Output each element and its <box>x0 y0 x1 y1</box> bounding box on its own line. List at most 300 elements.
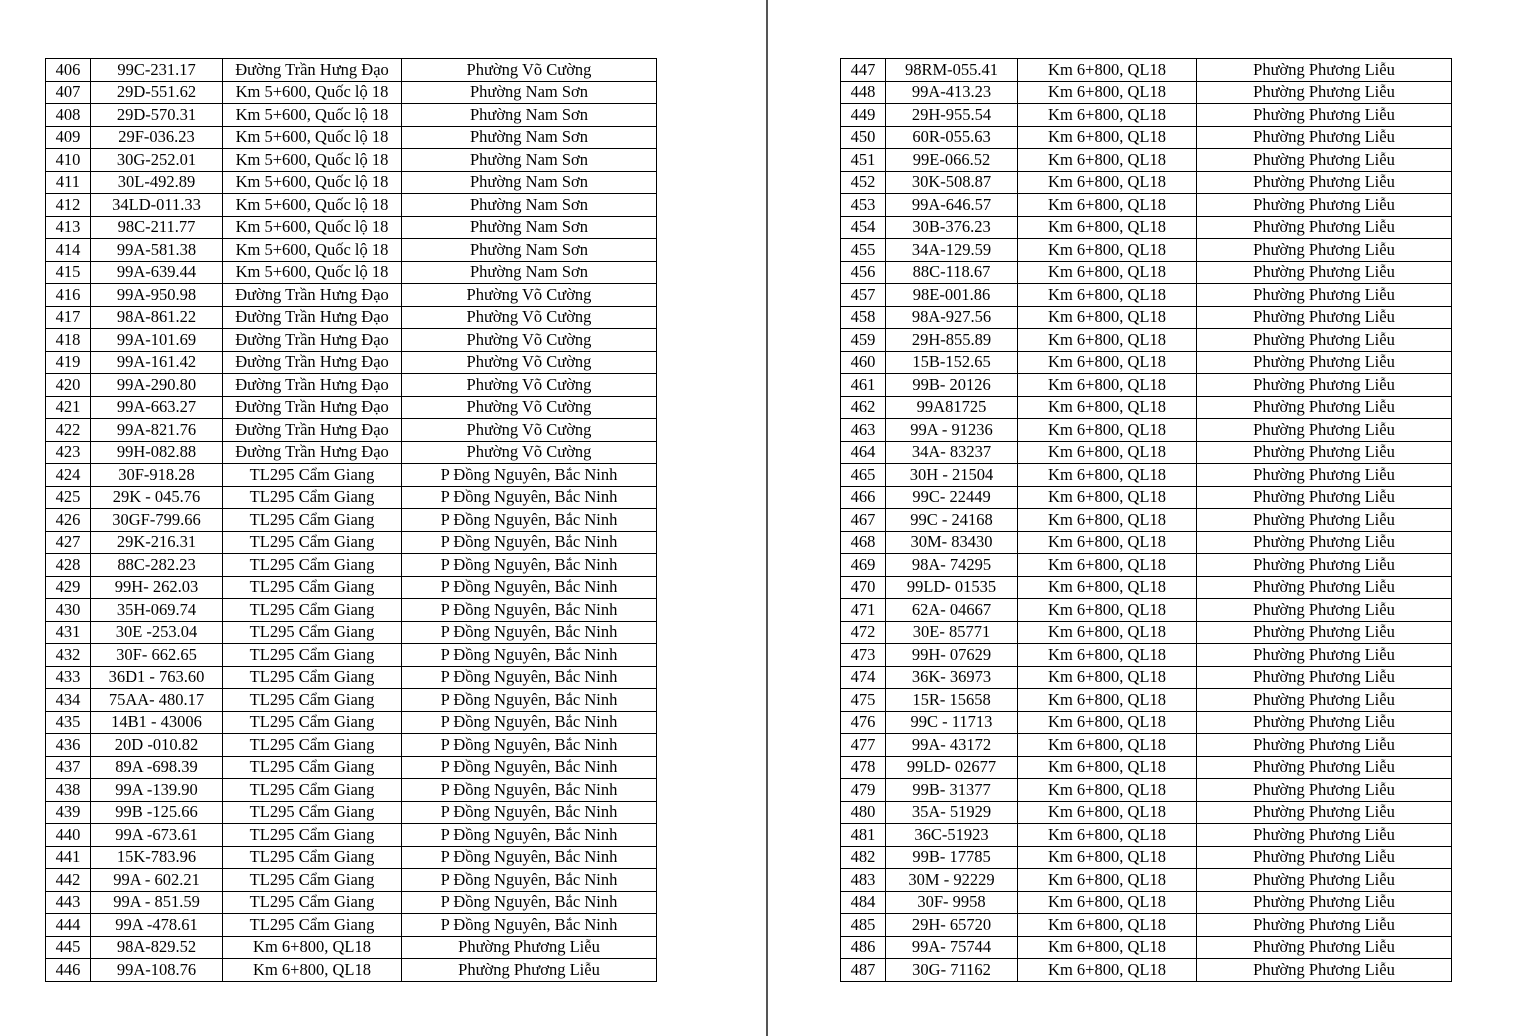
ward-cell: Phường Phương Liễu <box>1197 576 1452 599</box>
row-number-cell: 481 <box>841 824 886 847</box>
license-plate-cell: 15K-783.96 <box>91 846 223 869</box>
table-row <box>46 824 657 847</box>
ward-cell: P Đồng Nguyên, Bắc Ninh <box>402 464 657 487</box>
ward-cell: Phường Phương Liễu <box>1197 396 1452 419</box>
location-cell: Km 6+800, QL18 <box>1018 914 1197 937</box>
license-plate-cell: 99A-290.80 <box>91 374 223 397</box>
ward-cell: P Đồng Nguyên, Bắc Ninh <box>402 734 657 757</box>
ward-cell: Phường Nam Sơn <box>402 104 657 127</box>
table-row <box>841 644 1452 667</box>
location-cell: Km 6+800, QL18 <box>1018 666 1197 689</box>
ward-cell: Phường Phương Liễu <box>1197 734 1452 757</box>
location-cell: Km 6+800, QL18 <box>1018 441 1197 464</box>
location-cell: TL295 Cẩm Giang <box>223 756 402 779</box>
ward-cell: Phường Phương Liễu <box>1197 779 1452 802</box>
license-plate-cell: 99LD- 02677 <box>886 756 1018 779</box>
table-row <box>841 531 1452 554</box>
row-number-cell: 460 <box>841 351 886 374</box>
license-plate-cell: 98C-211.77 <box>91 216 223 239</box>
location-cell: Km 6+800, QL18 <box>1018 374 1197 397</box>
license-plate-cell: 30F- 9958 <box>886 891 1018 914</box>
location-cell: Km 6+800, QL18 <box>1018 81 1197 104</box>
table-row <box>46 959 657 982</box>
ward-cell: Phường Phương Liễu <box>1197 464 1452 487</box>
table-row <box>46 689 657 712</box>
row-number-cell: 425 <box>46 486 91 509</box>
ward-cell: Phường Phương Liễu <box>1197 891 1452 914</box>
license-plate-cell: 99A -139.90 <box>91 779 223 802</box>
location-cell: TL295 Cẩm Giang <box>223 531 402 554</box>
table-row <box>841 396 1452 419</box>
ward-cell: Phường Phương Liễu <box>1197 666 1452 689</box>
ward-cell: Phường Phương Liễu <box>1197 126 1452 149</box>
row-number-cell: 482 <box>841 846 886 869</box>
table-row <box>46 351 657 374</box>
table-row <box>46 194 657 217</box>
table-row <box>46 306 657 329</box>
table-row <box>841 756 1452 779</box>
table-row <box>46 554 657 577</box>
license-plate-cell: 99A-581.38 <box>91 239 223 262</box>
ward-cell: Phường Võ Cường <box>402 59 657 82</box>
location-cell: Km 6+800, QL18 <box>1018 171 1197 194</box>
license-plate-cell: 99A-108.76 <box>91 959 223 982</box>
license-plate-cell: 99H-082.88 <box>91 441 223 464</box>
table-row <box>46 914 657 937</box>
row-number-cell: 426 <box>46 509 91 532</box>
license-plate-cell: 34A-129.59 <box>886 239 1018 262</box>
location-cell: Km 5+600, Quốc lộ 18 <box>223 216 402 239</box>
ward-cell: Phường Phương Liễu <box>1197 216 1452 239</box>
license-plate-cell: 75AA- 480.17 <box>91 689 223 712</box>
ward-cell: Phường Phương Liễu <box>1197 284 1452 307</box>
ward-cell: Phường Phương Liễu <box>1197 846 1452 869</box>
row-number-cell: 436 <box>46 734 91 757</box>
location-cell: Km 6+800, QL18 <box>1018 239 1197 262</box>
table-row <box>46 621 657 644</box>
location-cell: TL295 Cẩm Giang <box>223 464 402 487</box>
row-number-cell: 461 <box>841 374 886 397</box>
location-cell: Km 6+800, QL18 <box>1018 576 1197 599</box>
license-plate-cell: 35A- 51929 <box>886 801 1018 824</box>
location-cell: Km 5+600, Quốc lộ 18 <box>223 194 402 217</box>
ward-cell: Phường Phương Liễu <box>1197 554 1452 577</box>
location-cell: Km 6+800, QL18 <box>1018 509 1197 532</box>
license-plate-cell: 88C-118.67 <box>886 261 1018 284</box>
license-plate-cell: 99C- 22449 <box>886 486 1018 509</box>
table-row <box>841 959 1452 982</box>
location-cell: TL295 Cẩm Giang <box>223 689 402 712</box>
location-cell: Đường Trần Hưng Đạo <box>223 441 402 464</box>
row-number-cell: 465 <box>841 464 886 487</box>
license-plate-cell: 62A- 04667 <box>886 599 1018 622</box>
ward-cell: Phường Phương Liễu <box>1197 936 1452 959</box>
license-plate-cell: 29F-036.23 <box>91 126 223 149</box>
row-number-cell: 466 <box>841 486 886 509</box>
license-plate-cell: 99A81725 <box>886 396 1018 419</box>
table-row <box>841 351 1452 374</box>
ward-cell: Phường Phương Liễu <box>1197 486 1452 509</box>
license-plate-cell: 29H- 65720 <box>886 914 1018 937</box>
license-plate-cell: 98RM-055.41 <box>886 59 1018 82</box>
license-plate-cell: 99C-231.17 <box>91 59 223 82</box>
table-row <box>46 599 657 622</box>
row-number-cell: 487 <box>841 959 886 982</box>
location-cell: TL295 Cẩm Giang <box>223 869 402 892</box>
table-row <box>46 891 657 914</box>
location-cell: Km 6+800, QL18 <box>1018 621 1197 644</box>
row-number-cell: 440 <box>46 824 91 847</box>
location-cell: Km 6+800, QL18 <box>1018 599 1197 622</box>
location-cell: TL295 Cẩm Giang <box>223 666 402 689</box>
row-number-cell: 475 <box>841 689 886 712</box>
ward-cell: P Đồng Nguyên, Bắc Ninh <box>402 756 657 779</box>
row-number-cell: 448 <box>841 81 886 104</box>
license-plate-cell: 99A-413.23 <box>886 81 1018 104</box>
location-cell: Đường Trần Hưng Đạo <box>223 59 402 82</box>
ward-cell: Phường Phương Liễu <box>1197 441 1452 464</box>
ward-cell: Phường Phương Liễu <box>1197 644 1452 667</box>
row-number-cell: 451 <box>841 149 886 172</box>
license-plate-cell: 30K-508.87 <box>886 171 1018 194</box>
table-row <box>46 711 657 734</box>
license-plate-cell: 99A -478.61 <box>91 914 223 937</box>
license-plate-cell: 30B-376.23 <box>886 216 1018 239</box>
ward-cell: Phường Phương Liễu <box>1197 149 1452 172</box>
ward-cell: Phường Phương Liễu <box>1197 689 1452 712</box>
location-cell: TL295 Cẩm Giang <box>223 734 402 757</box>
row-number-cell: 407 <box>46 81 91 104</box>
ward-cell: P Đồng Nguyên, Bắc Ninh <box>402 554 657 577</box>
row-number-cell: 473 <box>841 644 886 667</box>
table-row <box>841 599 1452 622</box>
location-cell: Km 6+800, QL18 <box>1018 284 1197 307</box>
license-plate-cell: 15R- 15658 <box>886 689 1018 712</box>
location-cell: Km 6+800, QL18 <box>1018 531 1197 554</box>
license-plate-cell: 99A -673.61 <box>91 824 223 847</box>
location-cell: Đường Trần Hưng Đạo <box>223 329 402 352</box>
table-row <box>841 194 1452 217</box>
table-row <box>841 689 1452 712</box>
table-row <box>46 171 657 194</box>
ward-cell: Phường Phương Liễu <box>1197 869 1452 892</box>
ward-cell: Phường Nam Sơn <box>402 149 657 172</box>
row-number-cell: 421 <box>46 396 91 419</box>
row-number-cell: 438 <box>46 779 91 802</box>
license-plate-cell: 30F-918.28 <box>91 464 223 487</box>
location-cell: TL295 Cẩm Giang <box>223 914 402 937</box>
ward-cell: P Đồng Nguyên, Bắc Ninh <box>402 869 657 892</box>
table-row <box>46 149 657 172</box>
location-cell: Km 6+800, QL18 <box>1018 824 1197 847</box>
row-number-cell: 416 <box>46 284 91 307</box>
table-row <box>46 374 657 397</box>
ward-cell: Phường Phương Liễu <box>1197 419 1452 442</box>
license-plate-cell: 36K- 36973 <box>886 666 1018 689</box>
ward-cell: Phường Phương Liễu <box>1197 194 1452 217</box>
location-cell: Km 6+800, QL18 <box>223 936 402 959</box>
ward-cell: Phường Võ Cường <box>402 441 657 464</box>
ward-cell: Phường Nam Sơn <box>402 216 657 239</box>
ward-cell: Phường Võ Cường <box>402 329 657 352</box>
table-row <box>841 239 1452 262</box>
license-plate-cell: 36C-51923 <box>886 824 1018 847</box>
location-cell: Km 6+800, QL18 <box>1018 59 1197 82</box>
row-number-cell: 424 <box>46 464 91 487</box>
row-number-cell: 450 <box>841 126 886 149</box>
table-row <box>841 216 1452 239</box>
license-plate-cell: 98A-861.22 <box>91 306 223 329</box>
location-cell: TL295 Cẩm Giang <box>223 554 402 577</box>
row-number-cell: 408 <box>46 104 91 127</box>
row-number-cell: 469 <box>841 554 886 577</box>
row-number-cell: 449 <box>841 104 886 127</box>
table-row <box>841 779 1452 802</box>
location-cell: Km 5+600, Quốc lộ 18 <box>223 81 402 104</box>
location-cell: Km 5+600, Quốc lộ 18 <box>223 126 402 149</box>
table-row <box>46 509 657 532</box>
row-number-cell: 409 <box>46 126 91 149</box>
license-plate-cell: 30GF-799.66 <box>91 509 223 532</box>
row-number-cell: 476 <box>841 711 886 734</box>
ward-cell: Phường Nam Sơn <box>402 126 657 149</box>
ward-cell: Phường Võ Cường <box>402 419 657 442</box>
license-plate-cell: 98A- 74295 <box>886 554 1018 577</box>
row-number-cell: 456 <box>841 261 886 284</box>
location-cell: Km 6+800, QL18 <box>1018 216 1197 239</box>
table-row <box>46 126 657 149</box>
table-row <box>841 801 1452 824</box>
table-row <box>841 576 1452 599</box>
license-plate-cell: 99A- 75744 <box>886 936 1018 959</box>
table-row <box>841 374 1452 397</box>
license-plate-cell: 99A-101.69 <box>91 329 223 352</box>
license-plate-cell: 29D-551.62 <box>91 81 223 104</box>
location-cell: Km 6+800, QL18 <box>1018 869 1197 892</box>
license-plate-cell: 30E- 85771 <box>886 621 1018 644</box>
location-cell: Km 6+800, QL18 <box>1018 846 1197 869</box>
license-plate-cell: 29H-955.54 <box>886 104 1018 127</box>
ward-cell: Phường Phương Liễu <box>1197 959 1452 982</box>
table-row <box>841 329 1452 352</box>
table-row <box>841 891 1452 914</box>
page-divider <box>766 0 768 1036</box>
ward-cell: Phường Phương Liễu <box>1197 621 1452 644</box>
ward-cell: Phường Phương Liễu <box>1197 171 1452 194</box>
license-plate-cell: 98A-829.52 <box>91 936 223 959</box>
row-number-cell: 467 <box>841 509 886 532</box>
table-row <box>841 284 1452 307</box>
location-cell: Km 6+800, QL18 <box>1018 194 1197 217</box>
location-cell: TL295 Cẩm Giang <box>223 486 402 509</box>
ward-cell: Phường Võ Cường <box>402 284 657 307</box>
table-row <box>46 239 657 262</box>
ward-cell: Phường Phương Liễu <box>1197 531 1452 554</box>
location-cell: Km 6+800, QL18 <box>1018 734 1197 757</box>
row-number-cell: 485 <box>841 914 886 937</box>
row-number-cell: 486 <box>841 936 886 959</box>
table-row <box>46 531 657 554</box>
license-plate-cell: 99E-066.52 <box>886 149 1018 172</box>
location-cell: TL295 Cẩm Giang <box>223 711 402 734</box>
license-plate-cell: 99A- 43172 <box>886 734 1018 757</box>
ward-cell: Phường Nam Sơn <box>402 239 657 262</box>
license-plate-cell: 30F- 662.65 <box>91 644 223 667</box>
row-number-cell: 406 <box>46 59 91 82</box>
license-plate-cell: 29H-855.89 <box>886 329 1018 352</box>
row-number-cell: 483 <box>841 869 886 892</box>
location-cell: Km 6+800, QL18 <box>1018 689 1197 712</box>
license-plate-cell: 30M - 92229 <box>886 869 1018 892</box>
table-row <box>46 666 657 689</box>
row-number-cell: 432 <box>46 644 91 667</box>
location-cell: Km 6+800, QL18 <box>1018 306 1197 329</box>
ward-cell: Phường Phương Liễu <box>1197 756 1452 779</box>
row-number-cell: 458 <box>841 306 886 329</box>
ward-cell: P Đồng Nguyên, Bắc Ninh <box>402 711 657 734</box>
location-cell: Đường Trần Hưng Đạo <box>223 374 402 397</box>
location-cell: Km 6+800, QL18 <box>1018 126 1197 149</box>
row-number-cell: 452 <box>841 171 886 194</box>
location-cell: Đường Trần Hưng Đạo <box>223 419 402 442</box>
ward-cell: P Đồng Nguyên, Bắc Ninh <box>402 801 657 824</box>
row-number-cell: 470 <box>841 576 886 599</box>
row-number-cell: 444 <box>46 914 91 937</box>
table-row <box>841 464 1452 487</box>
license-plate-cell: 30L-492.89 <box>91 171 223 194</box>
table-row <box>841 824 1452 847</box>
table-row <box>841 486 1452 509</box>
location-cell: Đường Trần Hưng Đạo <box>223 351 402 374</box>
table-row <box>841 711 1452 734</box>
row-number-cell: 484 <box>841 891 886 914</box>
license-plate-cell: 60R-055.63 <box>886 126 1018 149</box>
ward-cell: P Đồng Nguyên, Bắc Ninh <box>402 914 657 937</box>
location-cell: Km 5+600, Quốc lộ 18 <box>223 171 402 194</box>
row-number-cell: 457 <box>841 284 886 307</box>
ward-cell: P Đồng Nguyên, Bắc Ninh <box>402 779 657 802</box>
license-plate-cell: 99C - 11713 <box>886 711 1018 734</box>
location-cell: Km 5+600, Quốc lộ 18 <box>223 239 402 262</box>
table-row <box>46 284 657 307</box>
location-cell: Km 6+800, QL18 <box>1018 464 1197 487</box>
ward-cell: Phường Phương Liễu <box>402 959 657 982</box>
row-number-cell: 459 <box>841 329 886 352</box>
license-plate-cell: 99A - 602.21 <box>91 869 223 892</box>
row-number-cell: 454 <box>841 216 886 239</box>
location-cell: Km 6+800, QL18 <box>1018 779 1197 802</box>
location-cell: Km 6+800, QL18 <box>1018 261 1197 284</box>
table-row <box>46 734 657 757</box>
row-number-cell: 414 <box>46 239 91 262</box>
ward-cell: Phường Nam Sơn <box>402 81 657 104</box>
row-number-cell: 415 <box>46 261 91 284</box>
ward-cell: Phường Võ Cường <box>402 351 657 374</box>
table-row <box>46 846 657 869</box>
row-number-cell: 410 <box>46 149 91 172</box>
location-cell: TL295 Cẩm Giang <box>223 891 402 914</box>
location-cell: TL295 Cẩm Giang <box>223 779 402 802</box>
location-cell: Km 6+800, QL18 <box>1018 756 1197 779</box>
left-records-table <box>45 58 657 982</box>
location-cell: Km 6+800, QL18 <box>1018 936 1197 959</box>
ward-cell: Phường Phương Liễu <box>1197 914 1452 937</box>
location-cell: Km 6+800, QL18 <box>1018 554 1197 577</box>
ward-cell: Phường Phương Liễu <box>1197 711 1452 734</box>
ward-cell: Phường Võ Cường <box>402 306 657 329</box>
location-cell: Km 6+800, QL18 <box>1018 644 1197 667</box>
row-number-cell: 453 <box>841 194 886 217</box>
license-plate-cell: 30E -253.04 <box>91 621 223 644</box>
row-number-cell: 479 <box>841 779 886 802</box>
row-number-cell: 462 <box>841 396 886 419</box>
location-cell: Km 6+800, QL18 <box>1018 801 1197 824</box>
ward-cell: P Đồng Nguyên, Bắc Ninh <box>402 891 657 914</box>
table-row <box>841 666 1452 689</box>
table-row <box>841 261 1452 284</box>
row-number-cell: 437 <box>46 756 91 779</box>
row-number-cell: 428 <box>46 554 91 577</box>
license-plate-cell: 99C - 24168 <box>886 509 1018 532</box>
row-number-cell: 427 <box>46 531 91 554</box>
location-cell: TL295 Cẩm Giang <box>223 621 402 644</box>
table-row <box>841 126 1452 149</box>
license-plate-cell: 14B1 - 43006 <box>91 711 223 734</box>
ward-cell: P Đồng Nguyên, Bắc Ninh <box>402 689 657 712</box>
ward-cell: P Đồng Nguyên, Bắc Ninh <box>402 486 657 509</box>
ward-cell: Phường Phương Liễu <box>1197 59 1452 82</box>
ward-cell: Phường Nam Sơn <box>402 171 657 194</box>
table-row <box>841 441 1452 464</box>
row-number-cell: 468 <box>841 531 886 554</box>
row-number-cell: 419 <box>46 351 91 374</box>
ward-cell: P Đồng Nguyên, Bắc Ninh <box>402 509 657 532</box>
table-row <box>841 734 1452 757</box>
table-row <box>841 846 1452 869</box>
table-row <box>46 104 657 127</box>
license-plate-cell: 30M- 83430 <box>886 531 1018 554</box>
license-plate-cell: 99A-161.42 <box>91 351 223 374</box>
row-number-cell: 413 <box>46 216 91 239</box>
ward-cell: Phường Phương Liễu <box>1197 801 1452 824</box>
location-cell: Km 6+800, QL18 <box>1018 104 1197 127</box>
row-number-cell: 477 <box>841 734 886 757</box>
table-row <box>46 81 657 104</box>
license-plate-cell: 29K-216.31 <box>91 531 223 554</box>
location-cell: Đường Trần Hưng Đạo <box>223 396 402 419</box>
ward-cell: Phường Nam Sơn <box>402 261 657 284</box>
location-cell: Km 5+600, Quốc lộ 18 <box>223 261 402 284</box>
license-plate-cell: 99A - 851.59 <box>91 891 223 914</box>
row-number-cell: 435 <box>46 711 91 734</box>
license-plate-cell: 99A - 91236 <box>886 419 1018 442</box>
table-row <box>46 756 657 779</box>
row-number-cell: 474 <box>841 666 886 689</box>
license-plate-cell: 30G-252.01 <box>91 149 223 172</box>
table-row <box>841 936 1452 959</box>
table-row <box>46 216 657 239</box>
row-number-cell: 417 <box>46 306 91 329</box>
table-row <box>841 59 1452 82</box>
license-plate-cell: 34LD-011.33 <box>91 194 223 217</box>
row-number-cell: 441 <box>46 846 91 869</box>
license-plate-cell: 98E-001.86 <box>886 284 1018 307</box>
license-plate-cell: 34A- 83237 <box>886 441 1018 464</box>
table-row <box>841 104 1452 127</box>
license-plate-cell: 98A-927.56 <box>886 306 1018 329</box>
table-row <box>841 171 1452 194</box>
row-number-cell: 422 <box>46 419 91 442</box>
